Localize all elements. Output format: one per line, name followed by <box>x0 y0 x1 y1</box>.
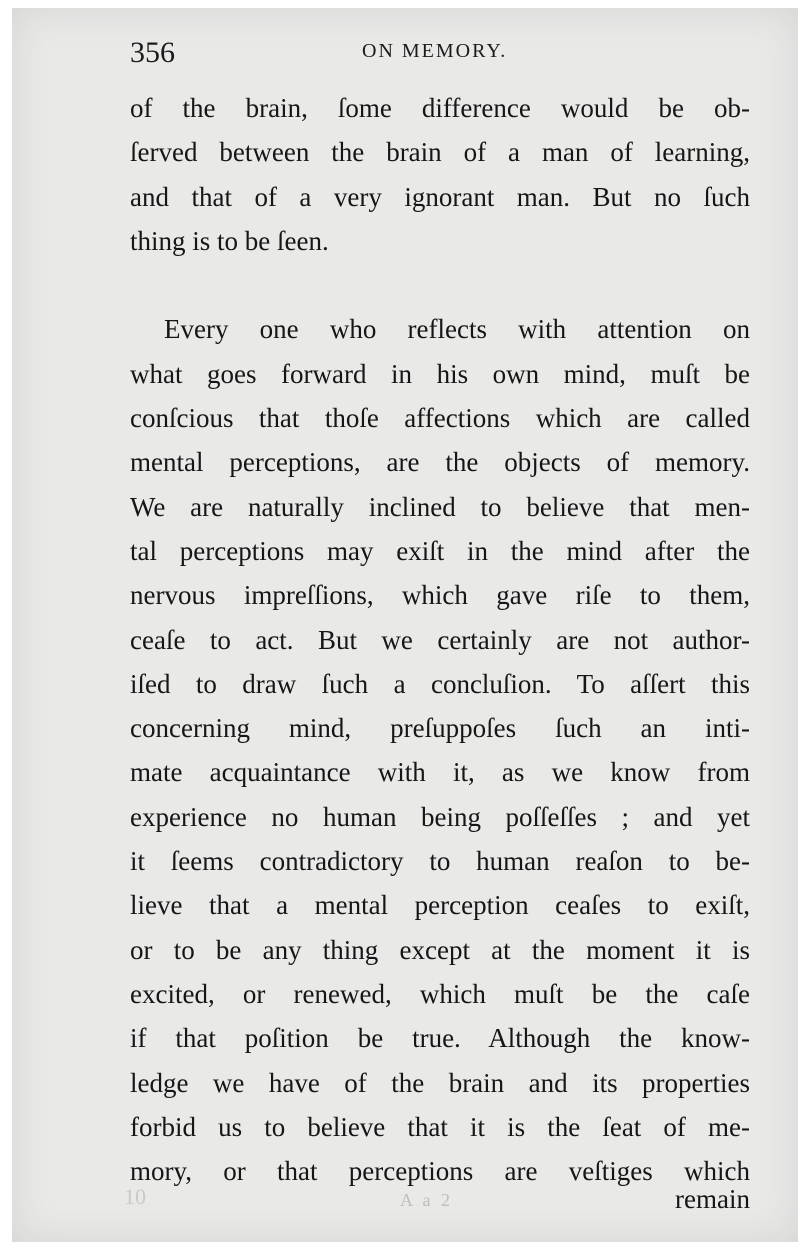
text-line: of the brain, ſome difference would be ob- <box>130 93 750 123</box>
text-line: ceaſe to act. But we certainly are not author- <box>130 624 750 655</box>
text-line: We are naturally inclined to believe that men- <box>130 491 750 522</box>
text-line: mory, or that perceptions are veſtiges which <box>130 1156 750 1187</box>
text-line: what goes forward in his own mind, muſt be <box>130 358 750 389</box>
page-number: 356 <box>130 36 175 69</box>
text-line: concerning mind, preſuppoſes ſuch an inti- <box>130 713 750 744</box>
text-line: it ſeems contradictory to human reaſon to be- <box>130 846 750 877</box>
text-line: conſcious that thoſe affections which are called <box>130 403 750 434</box>
text-line: and that of a very ignorant man. But no ſuch <box>130 181 750 212</box>
text-line: Every one who reflects with attention on <box>164 314 750 345</box>
text-line: mate acquaintance with it, as we know from <box>130 757 750 788</box>
text-line: if that poſition be true. Although the know- <box>130 1023 750 1054</box>
paragraph-gap <box>130 263 750 307</box>
text-line: mental perceptions, are the objects of memory. <box>130 447 750 478</box>
text-line: experience no human being poſſeſſes ; and yet <box>130 801 750 832</box>
catchword: remain <box>675 1184 750 1214</box>
text-line: or to be any thing except at the moment it is <box>130 934 750 965</box>
text-line: ſerved between the brain of a man of learning, <box>130 137 750 168</box>
text-line: lieve that a mental perception ceaſes to exiſt, <box>130 890 750 921</box>
signature-mark: A a 2 <box>400 1190 453 1210</box>
text-line: thing is to be ſeen. <box>130 225 329 256</box>
text-line: tal perceptions may exiſt in the mind after the <box>130 535 750 566</box>
text-line: nervous impreſſions, which gave riſe to them, <box>130 580 750 611</box>
bleed-through-number: 10 <box>124 1184 146 1209</box>
text-line: forbid us to believe that it is the ſeat of me- <box>130 1111 750 1142</box>
text-line: excited, or renewed, which muſt be the caſe <box>130 978 750 1009</box>
running-head: ON MEMORY. <box>362 40 508 62</box>
text-line: iſed to draw ſuch a concluſion. To aſſert this <box>130 668 750 699</box>
text-line: ledge we have of the brain and its properties <box>130 1067 750 1098</box>
page-header <box>130 36 750 76</box>
body-text <box>130 86 750 1193</box>
